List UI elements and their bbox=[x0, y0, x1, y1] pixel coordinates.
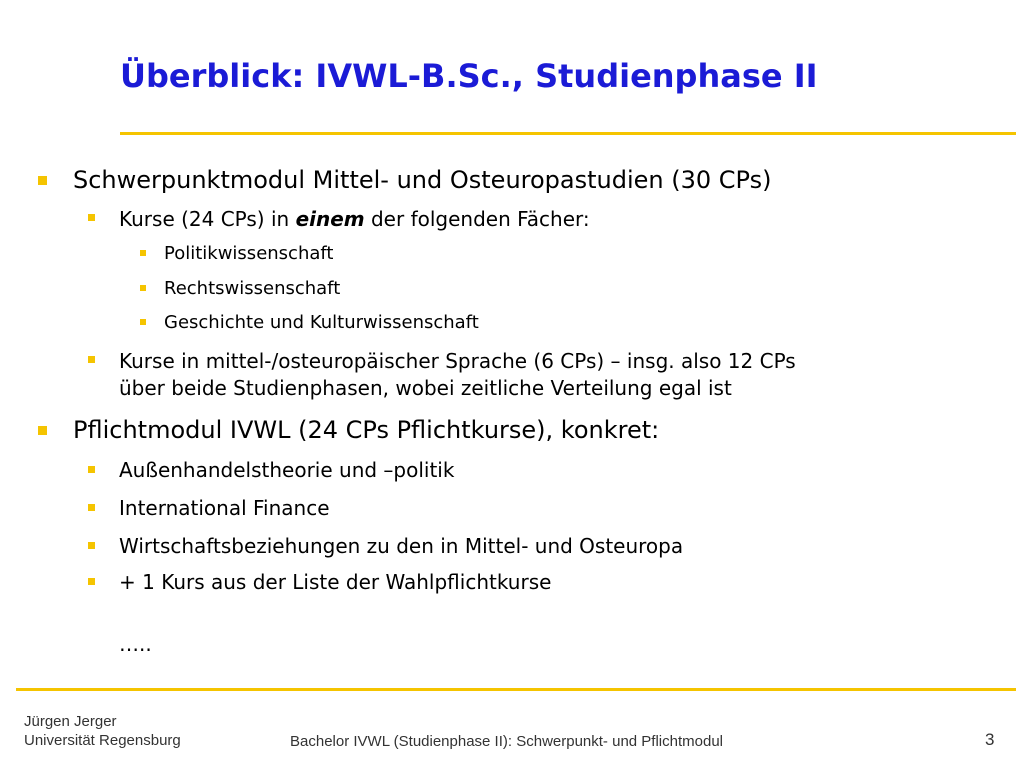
bullet-square-icon bbox=[140, 319, 146, 325]
kurse-prefix: Kurse (24 CPs) in bbox=[119, 207, 296, 231]
bullet-square-icon bbox=[88, 356, 95, 363]
bullet-square-icon bbox=[140, 250, 146, 256]
bullet-item-schwerpunktmodul: Schwerpunktmodul Mittel- und Osteuropastudien (30 CPs) bbox=[73, 166, 772, 194]
footer-author-block bbox=[24, 712, 181, 750]
bullet-square-icon bbox=[38, 176, 47, 185]
bullet-item-pflichtmodul: Pflichtmodul IVWL (24 CPs Pflichtkurse), konkret: bbox=[73, 416, 660, 444]
bullet-item-kurse-faecher bbox=[119, 207, 590, 231]
bullet-square-icon bbox=[88, 504, 95, 511]
footer-author-name: Jürgen Jerger bbox=[24, 713, 117, 730]
bullet-square-icon bbox=[38, 426, 47, 435]
bullet-square-icon bbox=[88, 214, 95, 221]
pflichtkurs-item: Außenhandelstheorie und –politik bbox=[119, 458, 455, 482]
bullet-item-sprachkurse bbox=[119, 348, 796, 402]
page-number: 3 bbox=[985, 730, 995, 749]
subject-item: Politikwissenschaft bbox=[164, 243, 334, 264]
ellipsis-text: ….. bbox=[119, 632, 152, 656]
bullet-square-icon bbox=[140, 285, 146, 291]
title-underline bbox=[120, 132, 1016, 135]
slide-title: Überblick: IVWL-B.Sc., Studienphase II bbox=[120, 57, 818, 95]
sprachkurse-line-1: Kurse in mittel-/osteuropäischer Sprache (6 CPs) – insg. also 12 CPs bbox=[119, 349, 796, 373]
kurse-suffix: der folgenden Fächer: bbox=[364, 207, 590, 231]
bullet-square-icon bbox=[88, 542, 95, 549]
subject-item: Rechtswissenschaft bbox=[164, 278, 341, 299]
subject-item: Geschichte und Kulturwissenschaft bbox=[164, 312, 479, 333]
footer-divider bbox=[16, 688, 1016, 691]
pflichtkurs-item: International Finance bbox=[119, 496, 330, 520]
kurse-emphasis: einem bbox=[295, 207, 365, 231]
pflichtkurs-item: + 1 Kurs aus der Liste der Wahlpflichtkurse bbox=[119, 570, 552, 594]
footer-institution: Universität Regensburg bbox=[24, 732, 181, 749]
pflichtkurs-item: Wirtschaftsbeziehungen zu den in Mittel- und Osteuropa bbox=[119, 534, 684, 558]
footer-course-title: Bachelor IVWL (Studienphase II): Schwerpunkt- und Pflichtmodul bbox=[290, 733, 723, 750]
sprachkurse-line-2: über beide Studienphasen, wobei zeitliche Verteilung egal ist bbox=[119, 376, 732, 400]
bullet-square-icon bbox=[88, 466, 95, 473]
bullet-square-icon bbox=[88, 578, 95, 585]
